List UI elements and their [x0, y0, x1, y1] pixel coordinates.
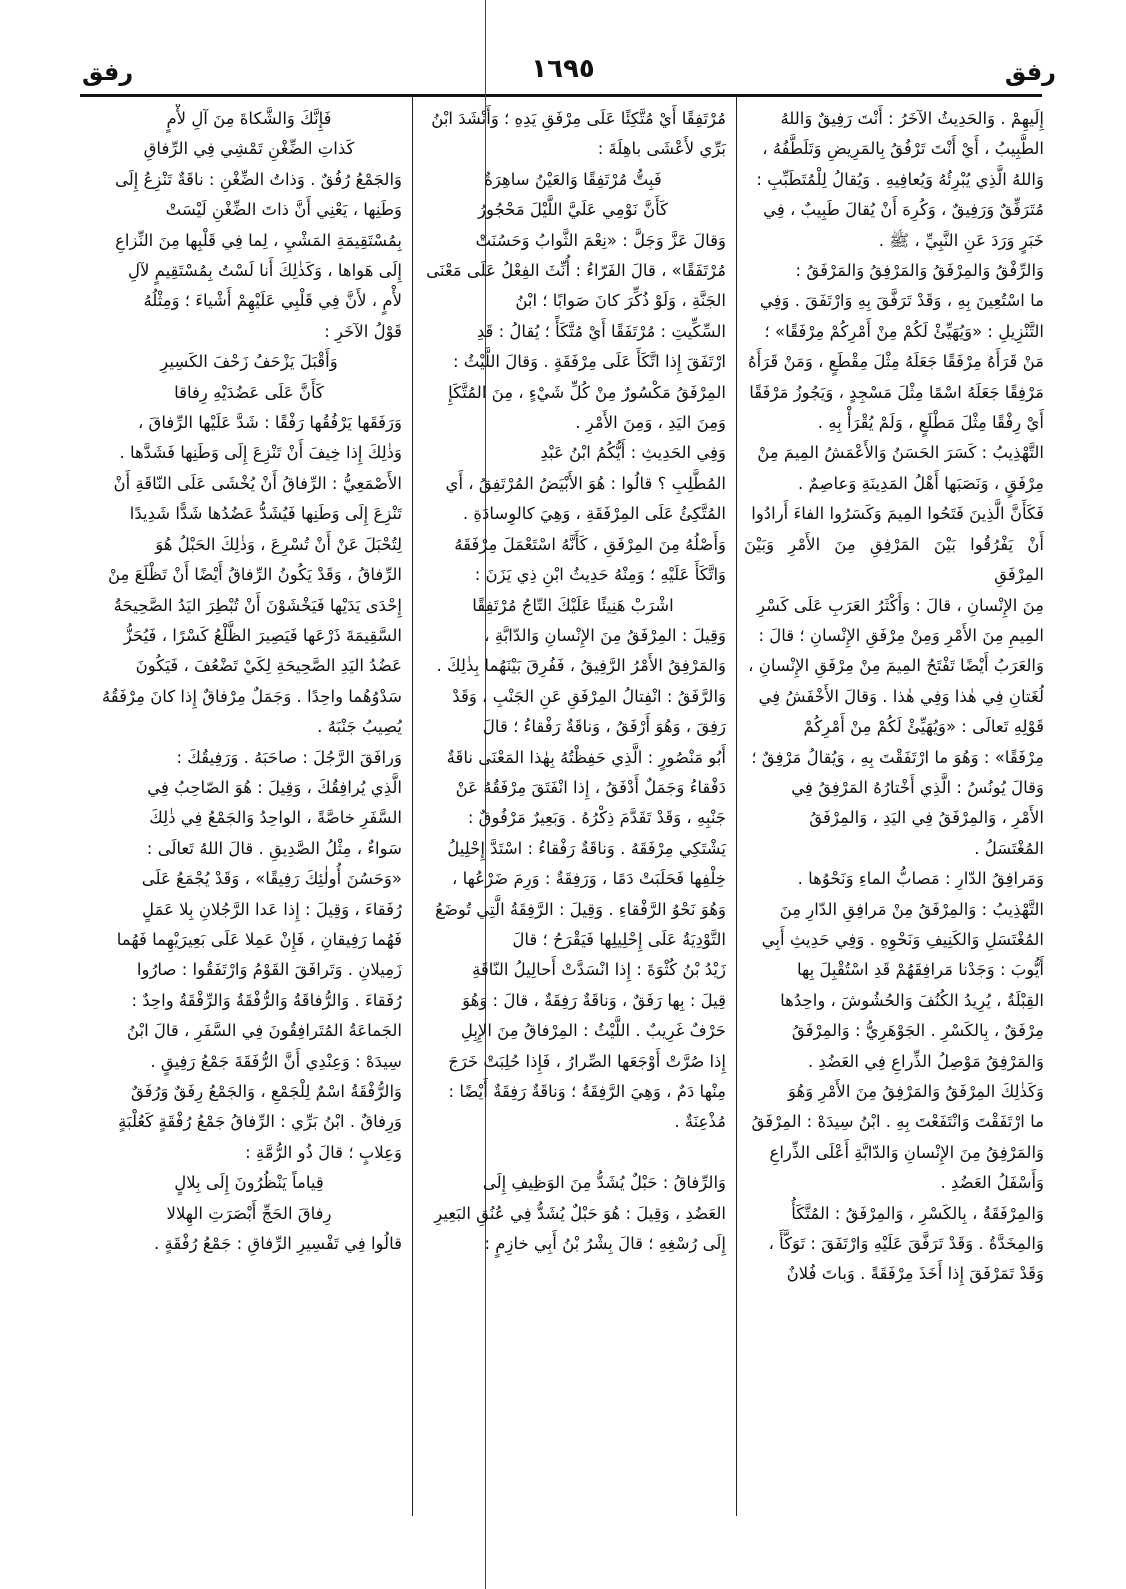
text-line: خِلْفِها فَحَلَبَتْ دَمًا ، وَرَفِقَةٌ : وَرِمَ ضَرْعُها ،	[452, 869, 726, 889]
text-line: وَالجَمْعُ رُفُقٌ . وَذاتُ الضِّغْنِ : ناقَةٌ تَنْزِعُ إِلَى	[114, 169, 402, 189]
text-line: التَّنْزِيلِ : «وَيُهَيِّئْ لَكُمْ مِنْ أَمْرِكُمْ مِرْفَقًا» ؛	[764, 321, 1044, 341]
text-line: وَرِفاقٌ . ابْنُ بَرِّي : الرِّفاقُ جَمْعُ رُفْقَةٍ كَعُلْبَةٍ	[118, 1112, 402, 1132]
text-line: مِرْفَقٌ ، بِالكَسْرِ . الجَوْهَرِيُّ : وَالمِرْفَقُ	[791, 1021, 1044, 1041]
text-line: وَالرُّفْقَةُ اسْمٌ لِلْجَمْعِ ، وَالجَمْعُ رِفَقٌ وَرُفَقٌ	[130, 1082, 402, 1101]
text-line: ارْتَفَقَ إِذا اتَّكَأَ عَلَى مِرْفَقَةٍ . وَقالَ اللَّيْثُ :	[452, 352, 726, 372]
text-column-middle	[420, 104, 726, 1504]
text-line: وَكَذٰلِكَ المِرْفَقُ وَالمَرْفِقُ مِنَ الأَمْرِ وَهُوَ	[788, 1082, 1044, 1101]
text-line: مُذْعِنَةٌ .	[674, 1112, 726, 1132]
text-line: الأَصْمَعِيُّ : الرِّفاقُ أَنْ يُخْشَى عَلَى النّاقَةِ أَنْ	[113, 473, 402, 493]
text-line: تَنْزِعَ إِلَى وَطَنِها فَيُشَدُّ عَضُدُها شَدًّا شَدِيدًا	[129, 504, 402, 524]
text-line: المُطَّلِبِ ؟ قالُوا : هُوَ الأَبْيَضُ المُرْتَفِقُ ، أَي	[445, 473, 726, 493]
text-line: وَالمَرْفِقُ مِنَ الإِنْسانِ وَالدّابَّةِ أَعْلَى الذِّراعِ	[769, 1142, 1044, 1162]
text-line: وَالمِرْفَقَةُ ، بِالكَسْرِ ، وَالمِرْفَقُ : المُتَّكَأُ	[791, 1203, 1044, 1223]
text-line: «وَحَسُنَ أُولٰئِكَ رَفِيقًا» ، وَقَدْ يُجْمَعُ عَلَى	[141, 869, 402, 889]
text-line: اشْرَبْ هَنِيئًا عَلَيْكَ التّاجُ مُرْتَفِقًا	[472, 595, 674, 615]
text-line: وَالرَّفَقُ : انْفِتالُ المِرْفَقِ عَنِ الجَنْبِ ، وَقَدْ	[452, 686, 726, 706]
page-number: ١٦٩٥	[531, 54, 595, 84]
text-line: مِنْها دَمٌ ، وَهِيَ الرَّفِقَةُ ؛ وَناقَةٌ رَفِقَةٌ أَيْضًا :	[448, 1082, 726, 1101]
text-line: القِبْلَةُ ، يُرِيدُ الكُنُفَ وَالحُشُوشَ ، واحِدُها	[780, 990, 1044, 1010]
text-line: ما ارْتَفَقْتَ وَانْتَفَعْتَ بِهِ . ابْنُ سِيدَهْ : المِرْفَقُ	[751, 1112, 1044, 1132]
text-line: العَضُدِ ، وَقِيلَ : هُوَ حَبْلٌ يُشَدُّ فِي عُنُقِ البَعِيرِ	[434, 1203, 726, 1223]
text-column-left	[96, 104, 402, 1504]
text-line: إِلَيهِمْ . وَالحَدِيثُ الآخَرُ : أَنْتَ رَفِيقٌ وَاللهُ	[780, 109, 1044, 128]
text-line: رُفَقاءَ . وَالرُّفاقَةُ وَالرُّفْقَةُ وَالرِّفْقَةُ واحِدٌ :	[131, 990, 402, 1010]
text-line: وَفِي الحَدِيثِ : أَيُّكُمُ ابْنُ عَبْدِ	[540, 443, 726, 463]
text-line: عَضُدُ اليَدِ الصَّحِيحَةِ لِكَيْ تَضْعُفَ ، فَيَكُونَ	[135, 656, 402, 676]
text-line: يَشْتَكِي مِرْفَقَهُ . وَناقَةٌ رَفْقاءُ : اسْتَدَّ إِحْلِيلُ	[447, 838, 726, 858]
text-line: قَوْلِهِ تَعالَى : «وَيُهَيِّئْ لَكُمْ مِنْ أَمْرِكُمْ	[803, 717, 1044, 737]
text-line: وَالعَرَبُ أَيْضًا تَفْتَحُ المِيمَ مِنْ مِرْفَقِ الإِنْسانِ ،	[748, 656, 1044, 676]
text-line: كَأَنَّ نَوْمِي عَلَيَّ اللَّيْلَ مَحْجُورُ	[478, 200, 668, 220]
text-line: وَاتَّكَأَ عَلَيْهِ ؛ وَمِنْهُ حَدِيثُ ابْنِ ذِي يَزَنَ :	[474, 565, 726, 585]
text-line: الَّذِي يُرافِقُكَ ، وَقِيلَ : هُوَ الصّاحِبُ فِي	[147, 777, 402, 797]
text-line: يُصِيبُ جَنْبَهُ .	[317, 717, 402, 737]
text-line: مُتَرَفِّقٌ وَرَفِيقٌ ، وَكُرِهَ أَنْ يُقالَ طَبِيبٌ ، فِي	[763, 200, 1044, 220]
text-line: حَرْفٌ غَرِيبٌ . اللَّيْثُ : المِرْفاقُ مِنَ الإِبِلِ	[460, 1021, 726, 1041]
text-line: السَّفَرِ خاصَّةً ، الواحِدُ وَالجَمْعُ فِي ذٰلِكَ	[149, 808, 402, 828]
text-line: رَفِقَ ، وَهُوَ أَرْفَقُ ، وَناقَةٌ رَفْقاءُ ؛ قالَ	[482, 717, 726, 737]
text-line: وَالرِّفْقُ وَالمِرْفَقُ وَالمَرْفِقُ وَالمَرْفَقُ :	[795, 261, 1044, 281]
text-line: بِمُسْتَقِيمَةِ المَشْيِ ، لِما فِي قَلْبِها مِنَ النِّزاعِ	[115, 230, 402, 250]
text-line: وَرافَقَ الرَّجُلَ : صاحَبَهُ . وَرَفِيقُكَ :	[176, 747, 402, 767]
text-line: فَهُما رَفِيقانِ ، فَإِنْ عَمِلا عَلَى بَعِيرَيْهِما فَهُما	[116, 929, 402, 949]
text-line: وَأَقْبَلَ يَزْحَفُ زَحْفَ الكَسِيرِ	[160, 352, 338, 372]
text-line: المِيمِ مِنَ الأَمْرِ وَمِنْ مِرْفَقِ الإِنْسانِ ؛ قالَ :	[758, 625, 1044, 645]
text-line: وَقِيلَ : المِرْفَقُ مِنَ الإِنْسانِ وَالدّابَّةِ ،	[484, 625, 726, 645]
text-line: مَنْ قَرَأَهُ مِرْفَقًا جَعَلَهُ مِثْلَ مِقْطَعٍ ، وَمَنْ قَرَأَهُ	[748, 352, 1044, 372]
text-line: لُغَتانِ فِي هٰذا وَفِي هٰذا . وَقالَ الأَخْفَشُ فِي	[758, 686, 1044, 706]
text-line: المُتَّكِئُ عَلَى المِرْفَقَةِ ، وَهِيَ كالوِسادَةِ .	[462, 504, 726, 524]
text-line: وَاللهُ الَّذِي يُبْرِئُهُ وَيُعافِيهِ . وَيُقالُ لِلْمُتَطَبِّبِ :	[756, 169, 1044, 189]
text-line: المُغْتَسَلُ .	[974, 838, 1044, 858]
header-rule	[80, 94, 1042, 97]
text-line: السَّقِيمَةَ ذَرْعَها فَيَصِيرَ الظَّلْعُ كَسْرًا ، فَيُحَزُّ	[123, 625, 402, 645]
text-line: زَيْدُ بْنُ كُثْوَةَ : إِذا انْسَدَّتْ أَحالِيلُ النّاقَةِ	[472, 960, 726, 980]
text-line: وَأَصْلُهُ مِنَ المِرْفَقِ ، كَأَنَّهُ اسْتَعْمَلَ مِرْفَقَهُ	[454, 534, 726, 554]
text-line: وَقالَ عَزَّ وَجَلَّ : «نِعْمَ الثَّوابُ وَحَسُنَتْ	[475, 230, 726, 250]
text-line: وَقالَ يُونُسُ : الَّذِي أَخْتارُهُ المَرْفِقُ فِي	[791, 777, 1044, 797]
text-line: وَقَدْ تَمَرْفَقَ إِذا أَخَذَ مِرْفَقَةً . وَباتَ فُلانٌ	[786, 1264, 1044, 1284]
text-line: التَّهْذِيبُ : وَالمِرْفَقُ مِنْ مَرافِقِ الدّارِ مِنَ	[779, 899, 1044, 919]
column-divider	[736, 96, 737, 1516]
text-line: وَرَفَقَها يَرْفُقُها رَفْقًا : شَدَّ عَلَيْها الرِّفاقَ ،	[137, 413, 402, 433]
text-line: رُفَقاءَ ، وَقِيلَ : إِذا عَدا الرَّجُلانِ بِلا عَمَلٍ	[142, 899, 402, 919]
text-line: أَيُّوبَ : وَجَدْنا مَرافِقَهُمْ قَدِ اسْتُقْبِلَ بِها	[796, 960, 1044, 980]
text-line: وَهُوَ نَحْوُ الرَّفْقاءِ . وَقِيلَ : الرَّفِقَةُ الَّتِي تُوضَعُ	[435, 899, 726, 919]
text-line: قَوْلُ الآخَرِ :	[324, 321, 402, 341]
text-line: الجَماعَةُ المُتَرافِقُونَ فِي السَّفَرِ ، قالَ ابْنُ	[126, 1021, 402, 1041]
text-line: الأَمْرِ ، وَالمِرْفَقُ فِي اليَدِ ، وَالمِرْفَقُ	[809, 808, 1044, 828]
text-line: إِلَى رُسْغِهِ ؛ قالَ بِشْرُ بْنُ أَبِي خازِمٍ :	[484, 1234, 726, 1254]
text-line: السِّكِّيتِ : مُرْتَفَقًا أَيْ مُتَّكَأً ؛ يُقالُ : قَدِ	[476, 321, 726, 341]
running-header-left: رفق	[82, 58, 134, 86]
text-line: مُرْتَفَقًا» ، قالَ الفَرّاءُ : أُنِّثَ الفِعْلُ عَلَى مَعْنَى	[426, 261, 726, 281]
text-line: ما اسْتُعِينَ بِهِ ، وَقَدْ تَرَفَّقَ بِهِ وَارْتَفَقَ . وَفِي	[759, 291, 1044, 311]
text-line: وَعِلابٍ ؛ قالَ ذُو الرُّمَّةِ :	[245, 1142, 402, 1162]
text-line: سِيدَهْ : وَعِنْدِي أَنَّ الرُّفَقَةَ جَمْعُ رَفِيقٍ .	[150, 1051, 402, 1071]
column-divider	[412, 96, 413, 1516]
text-line: زَمِيلانِ . وَتَرافَقَ القَوْمُ وَارْتَفَقُوا : صارُوا	[136, 960, 402, 980]
text-line: وَمِنَ اليَدِ ، وَمِنَ الأَمْرِ .	[575, 413, 726, 433]
text-line	[420, 1138, 726, 1168]
text-line: لأْمٍ ، لأَنَّ فِي قَلْبِي عَلَيْهِمْ أَشْياءَ ؛ وَمِثْلُهُ	[143, 291, 402, 311]
text-line: إِلَى هَواها ، وَكَذٰلِكَ أَنا لَسْتُ بِمُسْتَقِيمٍ لآلِ	[127, 261, 402, 281]
text-line: بَرِّي لأَعْشَى باهِلَةَ :	[597, 139, 726, 159]
text-line: قِيلَ : بِها رَفَقٌ ، وَناقَةٌ رَفِقَةٌ ، قالَ : وَهُوَ	[462, 990, 726, 1010]
text-line: الرِّفاقُ ، وَقَدْ يَكُونُ الرِّفاقُ أَيْضًا أَنْ تَظْلَعَ مِنْ	[108, 565, 402, 585]
text-line: المُغْتَسَلِ وَالكَنِيفِ وَنَحْوِهِ . وَفِي حَدِيثِ أَبِي	[761, 929, 1044, 949]
text-line: وَالمِخَدَّةُ . وَقَدْ تَرَفَّقَ عَلَيْهِ وَارْتَفَقَ : تَوَكَّأَ ،	[768, 1234, 1044, 1254]
text-line: مُرْتَفِقًا أَيْ مُتَّكِئًا عَلَى مِرْفَقِ يَدِهِ ؛ وَأَنْشَدَ ابْنُ	[431, 109, 726, 128]
text-column-right	[744, 104, 1044, 1504]
text-line: رِفاقَ الحَجِّ أَبْصَرَتِ الهِلالا	[166, 1203, 332, 1223]
text-line: جَنْبِهِ ، وَقَدْ تَقَدَّمَ ذِكْرُهُ . وَبَعِيرٌ مَرْفُوقٌ :	[467, 808, 726, 828]
text-line: التَّوْدِيَةُ عَلَى إِحْلِيلِها فَيَقْرَحُ ؛ قالَ	[512, 929, 726, 949]
text-line: وَالرِّفاقُ : حَبْلٌ يُشَدُّ مِنَ الوَظِيفِ إِلَى	[482, 1173, 726, 1193]
text-line: خَبَرٍ وَرَدَ عَنِ النَّبِيِّ ، ﷺ .	[878, 230, 1044, 250]
text-line: قِياماً يَنْظُرُونَ إِلَى بِلالٍ	[174, 1173, 324, 1193]
running-header-right: رفق	[1004, 58, 1056, 86]
text-line: مِرْفَقٍ ، وَنَصَبَها أَهْلُ المَدِينَةِ وَعاصِمٌ .	[798, 473, 1044, 493]
text-line: مِنَ الإِنْسانِ ، قالَ : وَأَكْثَرُ العَرَبِ عَلَى كَسْرِ	[756, 595, 1044, 615]
text-line: إِحْدَى يَدَيْها فَيَخْشَوْنَ أَنْ تُبْطِرَ اليَدُ الصَّحِيحَةُ	[113, 595, 402, 615]
text-line: فَبِتُّ مُرْتَفِقًا وَالعَيْنُ ساهِرَةٌ	[484, 169, 662, 189]
text-line: كَأَنَّ عَلَى عَضُدَيْهِ رِفاقا	[174, 382, 324, 402]
text-line: دَفْقاءُ وَجَمَلٌ أَدْفَقُ ، إِذا انْفَتَقَ مِرْفَقُهُ عَنْ	[455, 777, 726, 797]
text-line: وَمَرافِقُ الدّارِ : مَصابُّ الماءِ وَنَحْوُها .	[797, 869, 1044, 889]
text-line: أَبُو مَنْصُورٍ : الَّذِي حَفِظْتُهُ بِهٰذا المَعْنَى ناقَةٌ	[446, 747, 726, 767]
text-line: سَدْوُهُما واحِدًا . وَجَمَلٌ مِرْفاقٌ إِذا كانَ مِرْفَقُهُ	[101, 686, 402, 706]
text-line: الجَنَّةِ ، وَلَوْ ذُكِّرَ كانَ صَوابًا ؛ ابْنُ	[515, 291, 726, 311]
text-line: وَالمَرْفِقُ الأَمْرُ الرَّفِيقُ ، فَفُرِقَ بَيْنَهُما بِذٰلِكَ .	[436, 656, 726, 676]
text-line: مِرْفَقًا» : وَهُوَ ما ارْتَفَقْتَ بِهِ ، وَيُقالُ مَرْفِقٌ ؛	[751, 747, 1044, 767]
text-line: المِرْفَقُ مَكْسُورٌ مِنْ كُلِّ شَيْءٍ ، مِنَ المُتَّكَإِ	[448, 382, 726, 402]
text-line: الطَّبِيبُ ، أَيْ أَنْتَ تَرْفُقُ بِالمَرِيضِ وَتَلَطَّفُهُ ،	[762, 139, 1044, 159]
text-line: أَنْ يَفْرُقُوا بَيْنَ المَرْفِقِ مِنَ الأَمْرِ وَبَيْنَ المِرْفَقِ	[744, 534, 1044, 585]
text-line: لِتُحْبَلَ عَنْ أَنْ تُسْرِعَ ، وَذٰلِكَ الحَبْلُ هُوَ	[155, 534, 402, 554]
text-line: إِذا صُرَّتْ أَوْجَعَها الصِّرارُ ، فَإِذا حُلِبَتْ خَرَجَ	[448, 1051, 726, 1071]
text-line: التَّهْذِيبُ : كَسَرَ الحَسَنُ وَالأَعْمَشُ المِيمَ مِنْ	[757, 443, 1044, 463]
text-line: قالُوا فِي تَفْسِيرِ الرِّفاقِ : جَمْعُ رُفْقَةٍ .	[154, 1234, 402, 1254]
text-line: وَأَسْفَلُ العَضُدِ .	[940, 1173, 1044, 1193]
text-line: فَإِنَّكَ وَالشَّكاةَ مِنَ آلِ لأْمٍ	[166, 109, 332, 128]
text-line: كَذاتِ الضِّغْنِ تَمْشِي فِي الرِّفاقِ	[143, 139, 355, 159]
text-line: وَالمَرْفِقُ مَوْصِلُ الذِّراعِ فِي العَضُدِ .	[807, 1051, 1044, 1071]
text-line: أَيْ رِفْقًا مِثْلَ مَطْلَعٍ ، وَلَمْ يُقْرَأْ بِهِ .	[817, 413, 1044, 433]
text-line: وَذٰلِكَ إِذا خِيفَ أَنْ تَنْزِعَ إِلَى وَطَنِها فَشَدَّها .	[119, 443, 402, 463]
text-line: سَواءٌ ، مِثْلُ الصَّدِيقِ . قالَ اللهُ تَعالَى :	[146, 838, 402, 858]
text-line: وَطَنِها ، يَعْنِي أَنَّ ذاتَ الضِّغْنِ لَيْسَتْ	[165, 200, 402, 220]
text-line: مَرْفِقًا جَعَلَهُ اسْمًا مِثْلَ مَسْجِدٍ ، وَيَجُوزُ مَرْفَقًا	[749, 382, 1044, 402]
text-line: فَكَأَنَّ الَّذِينَ فَتَحُوا المِيمَ وَكَسَرُوا الفاءَ أَرادُوا	[751, 504, 1044, 524]
